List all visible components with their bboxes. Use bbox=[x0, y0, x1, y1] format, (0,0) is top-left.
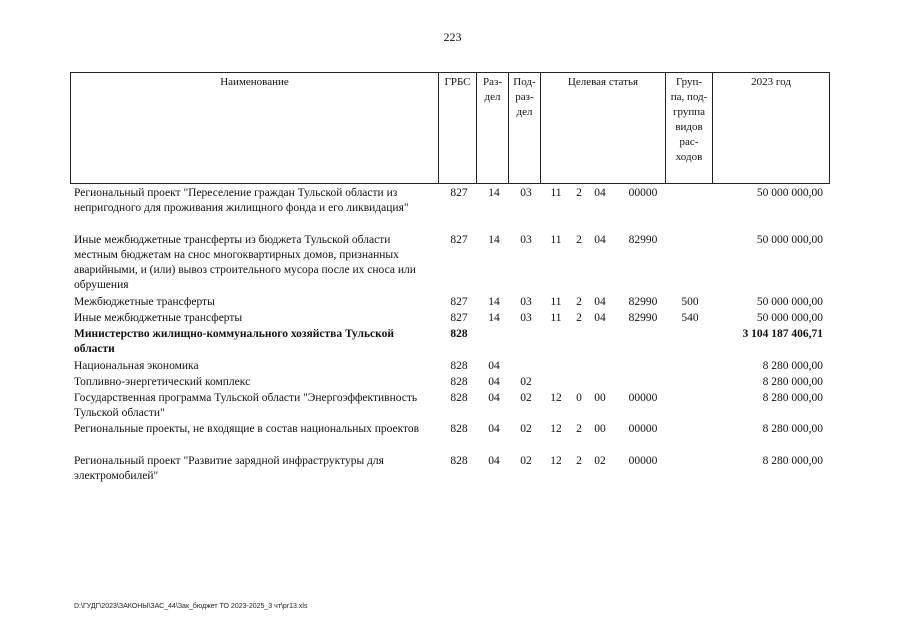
row-amount: 50 000 000,00 bbox=[756, 296, 823, 308]
row-podrazdel: 03 bbox=[520, 312, 532, 324]
row-group: 500 bbox=[681, 296, 699, 308]
row-name: Региональные проекты, не входящие в состав национальных проектов bbox=[74, 423, 420, 435]
row-amount: 50 000 000,00 bbox=[756, 234, 823, 246]
row-razdel: 14 bbox=[488, 312, 500, 324]
row-t3: 04 bbox=[594, 296, 606, 308]
row-t4: 00000 bbox=[628, 392, 658, 404]
row-t1: 12 bbox=[550, 455, 562, 467]
row-t3: 04 bbox=[594, 312, 606, 324]
row-t1: 11 bbox=[550, 187, 562, 199]
row-t1: 11 bbox=[550, 296, 562, 308]
row-podrazdel: 02 bbox=[520, 392, 532, 404]
row-razdel: 14 bbox=[488, 296, 500, 308]
row-amount: 8 280 000,00 bbox=[762, 392, 823, 404]
row-grbs: 827 bbox=[450, 187, 468, 199]
row-t4: 82990 bbox=[628, 296, 658, 308]
row-t1: 12 bbox=[550, 392, 562, 404]
row-name: Национальная экономика bbox=[74, 360, 199, 372]
row-razdel: 14 bbox=[488, 234, 500, 246]
row-grbs: 828 bbox=[450, 392, 468, 404]
row-razdel: 14 bbox=[488, 187, 500, 199]
row-amount: 50 000 000,00 bbox=[756, 312, 823, 324]
row-t2: 2 bbox=[576, 187, 582, 199]
row-t3: 04 bbox=[594, 234, 606, 246]
row-razdel: 04 bbox=[488, 455, 500, 467]
row-t2: 0 bbox=[576, 392, 582, 404]
row-amount: 8 280 000,00 bbox=[762, 376, 823, 388]
row-t3: 04 bbox=[594, 187, 606, 199]
footer-file-path: D:\ГУДГ\2023\ЗАКОНЫ\ЗАС_44\Зак_бюджет ТО 2023-2025_3 чт\pr13.xls bbox=[74, 603, 308, 610]
row-grbs: 828 bbox=[450, 376, 468, 388]
row-podrazdel: 02 bbox=[520, 455, 532, 467]
row-t4: 00000 bbox=[628, 423, 658, 435]
row-name: Межбюджетные трансферты bbox=[74, 296, 215, 308]
row-t2: 2 bbox=[576, 455, 582, 467]
row-podrazdel: 03 bbox=[520, 187, 532, 199]
row-razdel: 04 bbox=[488, 423, 500, 435]
row-t4: 00000 bbox=[628, 187, 658, 199]
row-t3: 00 bbox=[594, 423, 606, 435]
row-name: Министерство жилищно-коммунального хозяйства Тульской области bbox=[74, 328, 394, 355]
row-t2: 2 bbox=[576, 234, 582, 246]
header-year: 2023 год bbox=[751, 76, 791, 88]
header-podrazdel: Под- раз- дел bbox=[509, 73, 541, 183]
row-t2: 2 bbox=[576, 296, 582, 308]
row-grbs: 827 bbox=[450, 312, 468, 324]
row-name: Иные межбюджетные трансферты из бюджета Тульской области местным бюджетам на снос многоквартирных домов, признанных аварийными, и (или) вывоз строительного мусора после их сноса или обрушения bbox=[74, 234, 416, 291]
row-name: Топливно-энергетический комплекс bbox=[74, 376, 251, 388]
row-t2: 2 bbox=[576, 312, 582, 324]
row-t4: 00000 bbox=[628, 455, 658, 467]
row-amount: 8 280 000,00 bbox=[762, 455, 823, 467]
table-header bbox=[70, 72, 830, 184]
row-t1: 11 bbox=[550, 234, 562, 246]
row-amount: 8 280 000,00 bbox=[762, 360, 823, 372]
row-grbs: 828 bbox=[450, 328, 468, 340]
row-podrazdel: 03 bbox=[520, 296, 532, 308]
row-razdel: 04 bbox=[488, 392, 500, 404]
page-number: 223 bbox=[443, 30, 462, 44]
row-razdel: 04 bbox=[488, 376, 500, 388]
row-podrazdel: 03 bbox=[520, 234, 532, 246]
row-podrazdel: 02 bbox=[520, 423, 532, 435]
row-t1: 11 bbox=[550, 312, 562, 324]
header-name: Наименование bbox=[71, 73, 439, 183]
row-t4: 82990 bbox=[628, 234, 658, 246]
row-amount: 3 104 187 406,71 bbox=[742, 328, 823, 340]
row-t4: 82990 bbox=[628, 312, 658, 324]
row-name: Региональный проект "Развитие зарядной инфраструктуры для электромобилей" bbox=[74, 455, 384, 482]
row-grbs: 827 bbox=[450, 296, 468, 308]
header-group: Груп- па, под- группа видов рас- ходов bbox=[666, 73, 713, 183]
header-grbs: ГРБС bbox=[439, 73, 477, 183]
row-t3: 02 bbox=[594, 455, 606, 467]
header-target: Целевая статья bbox=[541, 73, 666, 183]
row-group: 540 bbox=[681, 312, 699, 324]
row-t1: 12 bbox=[550, 423, 562, 435]
row-grbs: 828 bbox=[450, 423, 468, 435]
row-name: Иные межбюджетные трансферты bbox=[74, 312, 243, 324]
header-razdel: Раз- дел bbox=[477, 73, 509, 183]
row-amount: 8 280 000,00 bbox=[762, 423, 823, 435]
row-t3: 00 bbox=[594, 392, 606, 404]
row-name: Региональный проект "Переселение граждан Тульской области из непригодного для проживания жилищного фонда и его ликвидация" bbox=[74, 187, 409, 214]
row-amount: 50 000 000,00 bbox=[756, 187, 823, 199]
row-t2: 2 bbox=[576, 423, 582, 435]
row-name: Государственная программа Тульской области "Энергоэффективность Тульской области" bbox=[74, 392, 418, 419]
row-grbs: 827 bbox=[450, 234, 468, 246]
row-grbs: 828 bbox=[450, 455, 468, 467]
row-grbs: 828 bbox=[450, 360, 468, 372]
row-razdel: 04 bbox=[488, 360, 500, 372]
row-podrazdel: 02 bbox=[520, 376, 532, 388]
